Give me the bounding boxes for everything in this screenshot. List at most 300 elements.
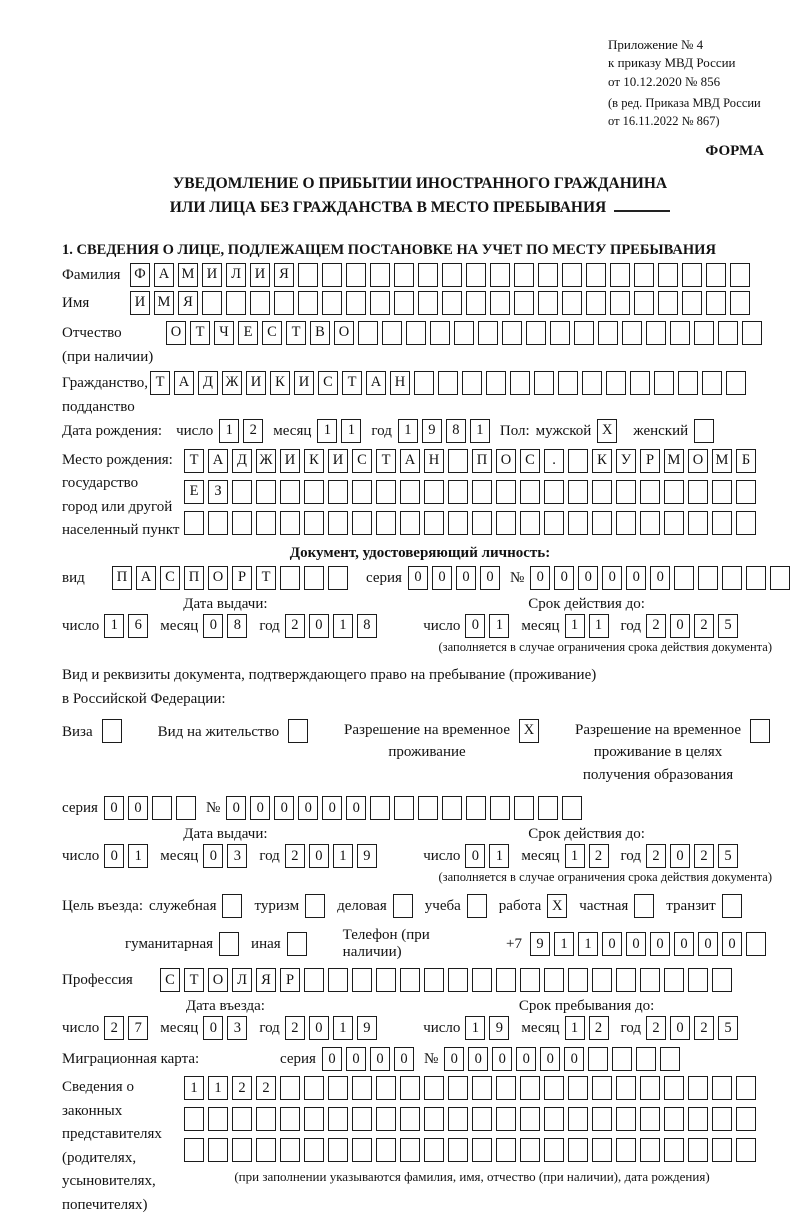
char-cell[interactable]: 9 (530, 932, 550, 956)
char-cell[interactable] (634, 291, 654, 315)
char-cell[interactable] (496, 480, 516, 504)
char-cell[interactable]: Я (256, 968, 276, 992)
char-cell[interactable] (736, 1076, 756, 1100)
char-cell[interactable]: 2 (285, 844, 305, 868)
char-cell[interactable] (184, 511, 204, 535)
char-cell[interactable]: Л (232, 968, 252, 992)
char-cell[interactable] (418, 796, 438, 820)
char-cell[interactable] (322, 291, 342, 315)
char-cell[interactable]: 0 (322, 1047, 342, 1071)
char-cell[interactable] (562, 263, 582, 287)
char-cell[interactable] (184, 1138, 204, 1162)
char-cell[interactable]: Р (280, 968, 300, 992)
char-cell[interactable]: X (547, 894, 567, 918)
char-cell[interactable] (280, 1076, 300, 1100)
char-cell[interactable] (424, 1138, 444, 1162)
char-cell[interactable] (232, 1138, 252, 1162)
visa-checkbox[interactable] (102, 719, 126, 743)
char-cell[interactable]: 1 (489, 614, 509, 638)
char-cell[interactable] (592, 1076, 612, 1100)
char-cell[interactable]: Т (286, 321, 306, 345)
purpose-transit-checkbox[interactable] (722, 894, 746, 918)
char-cell[interactable]: Е (184, 480, 204, 504)
char-cell[interactable]: 2 (243, 419, 263, 443)
char-cell[interactable] (280, 511, 300, 535)
char-cell[interactable]: 0 (394, 1047, 414, 1071)
char-cell[interactable] (466, 291, 486, 315)
char-cell[interactable]: X (597, 419, 617, 443)
migration-series-input[interactable] (322, 1047, 418, 1071)
char-cell[interactable] (370, 796, 390, 820)
char-cell[interactable] (694, 321, 714, 345)
char-cell[interactable] (568, 1076, 588, 1100)
char-cell[interactable] (352, 511, 372, 535)
char-cell[interactable] (586, 291, 606, 315)
char-cell[interactable]: 0 (670, 614, 690, 638)
char-cell[interactable] (370, 263, 390, 287)
char-cell[interactable] (202, 291, 222, 315)
char-cell[interactable] (304, 480, 324, 504)
char-cell[interactable] (184, 1107, 204, 1131)
birth-place-row2-input[interactable] (184, 480, 760, 504)
char-cell[interactable] (328, 511, 348, 535)
char-cell[interactable] (664, 968, 684, 992)
stay-month-input[interactable] (565, 1016, 613, 1040)
char-cell[interactable] (424, 968, 444, 992)
char-cell[interactable]: О (208, 968, 228, 992)
char-cell[interactable] (376, 968, 396, 992)
char-cell[interactable] (698, 566, 718, 590)
char-cell[interactable] (418, 263, 438, 287)
char-cell[interactable]: Д (198, 371, 218, 395)
char-cell[interactable]: 2 (256, 1076, 276, 1100)
char-cell[interactable]: 1 (565, 1016, 585, 1040)
char-cell[interactable] (694, 419, 714, 443)
char-cell[interactable] (582, 371, 602, 395)
char-cell[interactable] (256, 1138, 276, 1162)
char-cell[interactable]: Я (274, 263, 294, 287)
char-cell[interactable] (746, 566, 766, 590)
char-cell[interactable]: О (166, 321, 186, 345)
char-cell[interactable] (722, 566, 742, 590)
char-cell[interactable] (616, 480, 636, 504)
char-cell[interactable] (736, 480, 756, 504)
char-cell[interactable] (322, 263, 342, 287)
char-cell[interactable]: О (496, 449, 516, 473)
char-cell[interactable] (568, 1107, 588, 1131)
char-cell[interactable] (550, 321, 570, 345)
char-cell[interactable] (568, 480, 588, 504)
char-cell[interactable]: 1 (578, 932, 598, 956)
char-cell[interactable] (592, 1138, 612, 1162)
char-cell[interactable] (424, 480, 444, 504)
char-cell[interactable]: 1 (470, 419, 490, 443)
residence-issue-day-input[interactable] (104, 844, 152, 868)
char-cell[interactable] (478, 321, 498, 345)
char-cell[interactable]: 0 (650, 566, 670, 590)
char-cell[interactable] (674, 566, 694, 590)
char-cell[interactable] (574, 321, 594, 345)
sex-female-checkbox[interactable] (694, 419, 718, 443)
char-cell[interactable]: А (208, 449, 228, 473)
char-cell[interactable] (616, 511, 636, 535)
char-cell[interactable]: 2 (104, 1016, 124, 1040)
char-cell[interactable] (394, 263, 414, 287)
char-cell[interactable] (393, 894, 413, 918)
char-cell[interactable]: 0 (408, 566, 428, 590)
char-cell[interactable]: Т (376, 449, 396, 473)
given-name-input[interactable] (130, 291, 754, 315)
char-cell[interactable] (298, 263, 318, 287)
char-cell[interactable]: 8 (357, 614, 377, 638)
char-cell[interactable] (400, 1107, 420, 1131)
purpose-official-checkbox[interactable] (222, 894, 246, 918)
char-cell[interactable] (538, 291, 558, 315)
char-cell[interactable]: Л (226, 263, 246, 287)
char-cell[interactable] (640, 968, 660, 992)
char-cell[interactable]: 1 (104, 614, 124, 638)
char-cell[interactable]: 0 (626, 566, 646, 590)
char-cell[interactable]: А (400, 449, 420, 473)
char-cell[interactable]: 2 (694, 614, 714, 638)
char-cell[interactable] (706, 263, 726, 287)
stay-year-input[interactable] (646, 1016, 742, 1040)
char-cell[interactable] (376, 1107, 396, 1131)
char-cell[interactable]: 9 (357, 844, 377, 868)
char-cell[interactable] (616, 1076, 636, 1100)
char-cell[interactable]: Р (232, 566, 252, 590)
char-cell[interactable] (424, 1107, 444, 1131)
char-cell[interactable]: 0 (626, 932, 646, 956)
doc-number-input[interactable] (530, 566, 794, 590)
char-cell[interactable] (472, 1076, 492, 1100)
char-cell[interactable]: 5 (718, 614, 738, 638)
char-cell[interactable] (352, 968, 372, 992)
char-cell[interactable] (352, 1138, 372, 1162)
char-cell[interactable]: 1 (565, 844, 585, 868)
char-cell[interactable] (538, 796, 558, 820)
char-cell[interactable]: Т (256, 566, 276, 590)
purpose-other-checkbox[interactable] (287, 932, 311, 956)
char-cell[interactable] (394, 796, 414, 820)
char-cell[interactable]: 0 (722, 932, 742, 956)
char-cell[interactable] (544, 1076, 564, 1100)
char-cell[interactable]: М (712, 449, 732, 473)
char-cell[interactable] (640, 1076, 660, 1100)
char-cell[interactable]: А (136, 566, 156, 590)
char-cell[interactable]: 1 (333, 1016, 353, 1040)
char-cell[interactable] (592, 1107, 612, 1131)
char-cell[interactable] (640, 1107, 660, 1131)
migration-number-input[interactable] (444, 1047, 684, 1071)
char-cell[interactable] (400, 1138, 420, 1162)
char-cell[interactable]: 0 (309, 614, 329, 638)
char-cell[interactable] (442, 263, 462, 287)
char-cell[interactable] (376, 1076, 396, 1100)
char-cell[interactable]: 7 (128, 1016, 148, 1040)
char-cell[interactable] (232, 511, 252, 535)
char-cell[interactable] (520, 1076, 540, 1100)
surname-input[interactable] (130, 263, 754, 287)
char-cell[interactable]: 2 (646, 614, 666, 638)
char-cell[interactable] (670, 321, 690, 345)
char-cell[interactable]: П (184, 566, 204, 590)
char-cell[interactable]: 1 (589, 614, 609, 638)
char-cell[interactable] (346, 263, 366, 287)
char-cell[interactable]: 0 (540, 1047, 560, 1071)
char-cell[interactable] (544, 1138, 564, 1162)
char-cell[interactable]: Т (190, 321, 210, 345)
char-cell[interactable] (382, 321, 402, 345)
char-cell[interactable] (722, 894, 742, 918)
char-cell[interactable]: 2 (285, 1016, 305, 1040)
char-cell[interactable] (352, 480, 372, 504)
char-cell[interactable] (414, 371, 434, 395)
char-cell[interactable]: 0 (492, 1047, 512, 1071)
char-cell[interactable]: 1 (565, 614, 585, 638)
char-cell[interactable] (280, 566, 300, 590)
char-cell[interactable] (688, 1107, 708, 1131)
char-cell[interactable]: С (160, 968, 180, 992)
char-cell[interactable] (688, 511, 708, 535)
char-cell[interactable] (472, 968, 492, 992)
phone-input[interactable] (530, 932, 770, 956)
char-cell[interactable] (328, 1107, 348, 1131)
char-cell[interactable]: 2 (646, 844, 666, 868)
char-cell[interactable] (208, 1107, 228, 1131)
char-cell[interactable] (472, 511, 492, 535)
char-cell[interactable]: П (112, 566, 132, 590)
char-cell[interactable] (328, 566, 348, 590)
char-cell[interactable]: 2 (694, 1016, 714, 1040)
char-cell[interactable] (358, 321, 378, 345)
char-cell[interactable] (472, 480, 492, 504)
char-cell[interactable] (448, 968, 468, 992)
birth-place-row3-input[interactable] (184, 511, 760, 535)
char-cell[interactable]: 1 (128, 844, 148, 868)
char-cell[interactable] (664, 480, 684, 504)
char-cell[interactable]: Т (150, 371, 170, 395)
char-cell[interactable]: 0 (298, 796, 318, 820)
char-cell[interactable] (462, 371, 482, 395)
char-cell[interactable] (592, 480, 612, 504)
char-cell[interactable] (250, 291, 270, 315)
char-cell[interactable]: И (250, 263, 270, 287)
char-cell[interactable] (304, 511, 324, 535)
char-cell[interactable]: 2 (589, 844, 609, 868)
char-cell[interactable] (634, 263, 654, 287)
char-cell[interactable]: Н (424, 449, 444, 473)
char-cell[interactable] (438, 371, 458, 395)
char-cell[interactable] (514, 263, 534, 287)
char-cell[interactable] (502, 321, 522, 345)
char-cell[interactable]: 0 (104, 844, 124, 868)
char-cell[interactable] (712, 480, 732, 504)
char-cell[interactable] (448, 1138, 468, 1162)
char-cell[interactable] (406, 321, 426, 345)
char-cell[interactable]: С (318, 371, 338, 395)
residence-issue-year-input[interactable] (285, 844, 381, 868)
char-cell[interactable]: 0 (370, 1047, 390, 1071)
char-cell[interactable]: И (280, 449, 300, 473)
char-cell[interactable] (288, 719, 308, 743)
char-cell[interactable] (664, 511, 684, 535)
char-cell[interactable]: 2 (694, 844, 714, 868)
char-cell[interactable]: 8 (446, 419, 466, 443)
char-cell[interactable]: 2 (232, 1076, 252, 1100)
char-cell[interactable]: Ж (222, 371, 242, 395)
char-cell[interactable]: Б (736, 449, 756, 473)
char-cell[interactable]: 9 (357, 1016, 377, 1040)
char-cell[interactable] (305, 894, 325, 918)
char-cell[interactable] (664, 1076, 684, 1100)
char-cell[interactable]: И (130, 291, 150, 315)
char-cell[interactable] (544, 968, 564, 992)
char-cell[interactable]: 6 (128, 614, 148, 638)
char-cell[interactable] (616, 968, 636, 992)
char-cell[interactable] (688, 968, 708, 992)
char-cell[interactable] (712, 511, 732, 535)
char-cell[interactable] (287, 932, 307, 956)
char-cell[interactable]: 1 (341, 419, 361, 443)
char-cell[interactable] (640, 1138, 660, 1162)
char-cell[interactable] (232, 1107, 252, 1131)
char-cell[interactable]: 0 (203, 1016, 223, 1040)
char-cell[interactable] (598, 321, 618, 345)
birth-place-row1-input[interactable] (184, 449, 760, 473)
patronymic-input[interactable] (166, 321, 766, 345)
char-cell[interactable]: М (178, 263, 198, 287)
char-cell[interactable] (328, 480, 348, 504)
char-cell[interactable]: П (472, 449, 492, 473)
char-cell[interactable] (496, 1138, 516, 1162)
doc-issue-month-input[interactable] (203, 614, 251, 638)
residence-series-input[interactable] (104, 796, 200, 820)
char-cell[interactable] (256, 1107, 276, 1131)
birth-day-input[interactable] (219, 419, 267, 443)
char-cell[interactable] (712, 1107, 732, 1131)
char-cell[interactable]: 1 (489, 844, 509, 868)
char-cell[interactable] (660, 1047, 680, 1071)
char-cell[interactable] (424, 1076, 444, 1100)
char-cell[interactable] (544, 480, 564, 504)
char-cell[interactable] (442, 291, 462, 315)
char-cell[interactable]: 0 (516, 1047, 536, 1071)
char-cell[interactable] (586, 263, 606, 287)
char-cell[interactable] (520, 1107, 540, 1131)
char-cell[interactable] (486, 371, 506, 395)
char-cell[interactable]: 0 (274, 796, 294, 820)
char-cell[interactable] (352, 1076, 372, 1100)
char-cell[interactable] (448, 1076, 468, 1100)
residence-number-input[interactable] (226, 796, 586, 820)
char-cell[interactable] (712, 968, 732, 992)
char-cell[interactable]: В (310, 321, 330, 345)
char-cell[interactable] (352, 1107, 372, 1131)
char-cell[interactable] (646, 321, 666, 345)
char-cell[interactable] (496, 511, 516, 535)
char-cell[interactable] (658, 291, 678, 315)
char-cell[interactable]: 0 (670, 1016, 690, 1040)
char-cell[interactable] (376, 1138, 396, 1162)
char-cell[interactable] (634, 894, 654, 918)
char-cell[interactable] (568, 1138, 588, 1162)
char-cell[interactable] (688, 1076, 708, 1100)
char-cell[interactable] (746, 932, 766, 956)
char-cell[interactable] (448, 1107, 468, 1131)
char-cell[interactable]: 2 (285, 614, 305, 638)
char-cell[interactable] (256, 480, 276, 504)
char-cell[interactable] (718, 321, 738, 345)
char-cell[interactable]: Ф (130, 263, 150, 287)
char-cell[interactable]: 0 (309, 1016, 329, 1040)
char-cell[interactable] (562, 291, 582, 315)
char-cell[interactable]: А (366, 371, 386, 395)
char-cell[interactable] (472, 1138, 492, 1162)
char-cell[interactable] (328, 1138, 348, 1162)
char-cell[interactable] (622, 321, 642, 345)
char-cell[interactable] (736, 1107, 756, 1131)
char-cell[interactable]: 0 (554, 566, 574, 590)
char-cell[interactable] (400, 511, 420, 535)
entry-year-input[interactable] (285, 1016, 381, 1040)
char-cell[interactable]: О (688, 449, 708, 473)
char-cell[interactable] (152, 796, 172, 820)
char-cell[interactable] (472, 1107, 492, 1131)
char-cell[interactable]: 1 (208, 1076, 228, 1100)
sex-male-checkbox[interactable] (597, 419, 621, 443)
char-cell[interactable] (610, 291, 630, 315)
char-cell[interactable]: 5 (718, 844, 738, 868)
char-cell[interactable]: О (208, 566, 228, 590)
char-cell[interactable] (664, 1107, 684, 1131)
char-cell[interactable]: 0 (602, 932, 622, 956)
char-cell[interactable]: 2 (589, 1016, 609, 1040)
char-cell[interactable]: 1 (219, 419, 239, 443)
char-cell[interactable] (750, 719, 770, 743)
char-cell[interactable]: 0 (456, 566, 476, 590)
char-cell[interactable] (610, 263, 630, 287)
char-cell[interactable] (496, 1107, 516, 1131)
char-cell[interactable] (592, 968, 612, 992)
char-cell[interactable] (736, 511, 756, 535)
char-cell[interactable] (102, 719, 122, 743)
char-cell[interactable] (726, 371, 746, 395)
char-cell[interactable]: 0 (250, 796, 270, 820)
residence-permit-checkbox[interactable] (288, 719, 312, 743)
purpose-study-checkbox[interactable] (467, 894, 491, 918)
char-cell[interactable] (466, 263, 486, 287)
char-cell[interactable]: 9 (489, 1016, 509, 1040)
char-cell[interactable]: К (304, 449, 324, 473)
char-cell[interactable] (376, 480, 396, 504)
char-cell[interactable]: 0 (322, 796, 342, 820)
char-cell[interactable]: 0 (674, 932, 694, 956)
char-cell[interactable]: 0 (346, 1047, 366, 1071)
char-cell[interactable]: С (520, 449, 540, 473)
birth-year-input[interactable] (398, 419, 494, 443)
char-cell[interactable]: 0 (226, 796, 246, 820)
char-cell[interactable] (520, 1138, 540, 1162)
char-cell[interactable] (376, 511, 396, 535)
char-cell[interactable] (280, 1107, 300, 1131)
char-cell[interactable] (448, 511, 468, 535)
char-cell[interactable] (346, 291, 366, 315)
char-cell[interactable]: 0 (602, 566, 622, 590)
char-cell[interactable] (280, 1138, 300, 1162)
char-cell[interactable] (640, 511, 660, 535)
char-cell[interactable]: З (208, 480, 228, 504)
